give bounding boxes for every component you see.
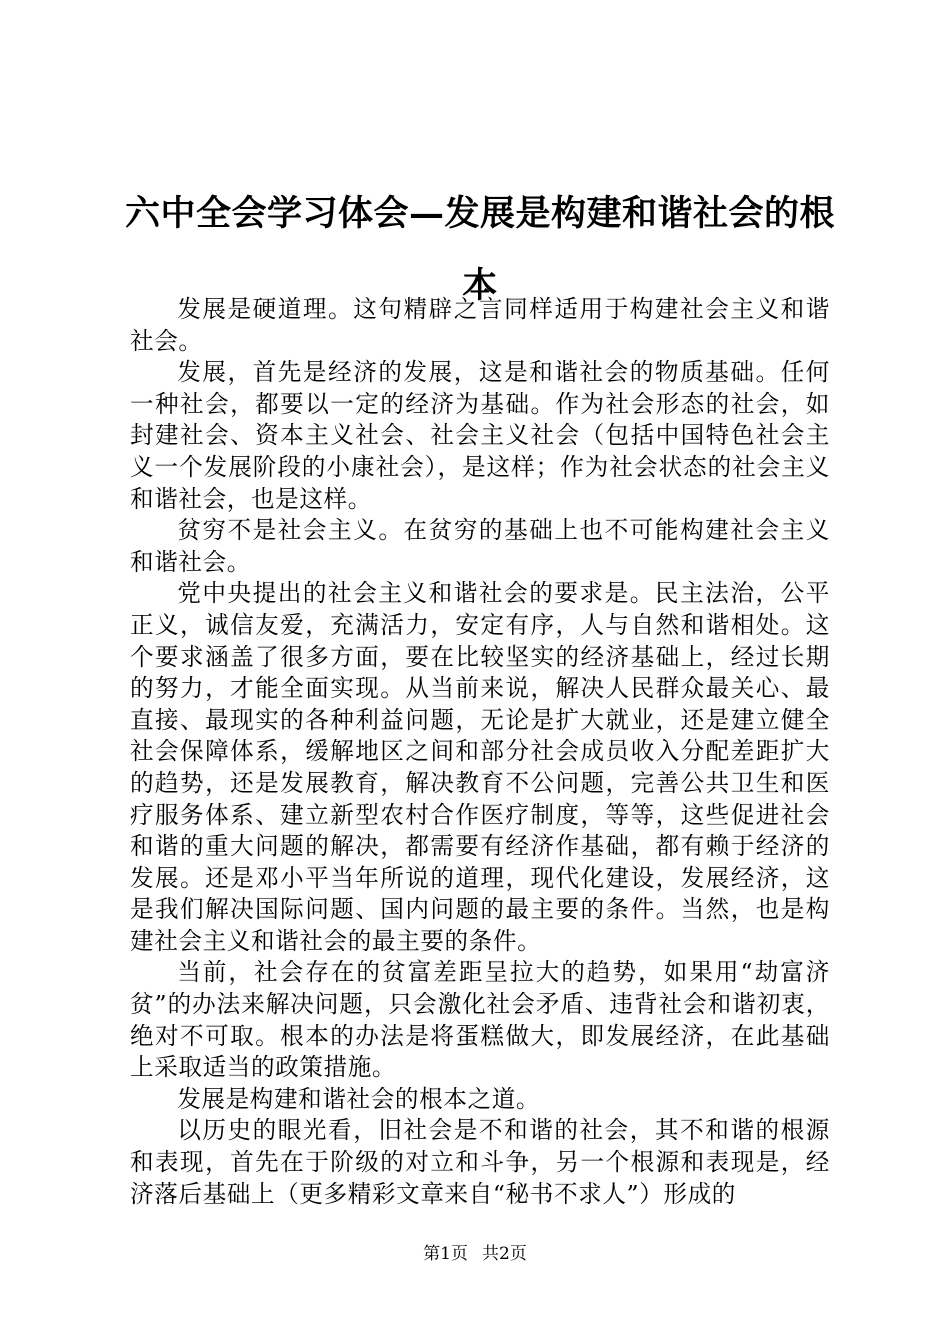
page-number-total: 共2页 bbox=[482, 1244, 527, 1264]
paragraph: 党中央提出的社会主义和谐社会的要求是。民主法治，公平正义，诚信友爱，充满活力，安定有序，人与自然和谐相处。这个要求涵盖了很多方面，要在比较坚实的经济基础上，经过长期的努力，才能全面实现。从当前来说，解决人民群众最关心、最直接、最现实的各种利益问题，无论是扩大就业，还是建立健全社会保障体系，缓解地区之间和部分社会成员收入分配差距扩大的趋势，还是发展教育，解决教育不公问题，完善公共卫生和医疗服务体系、建立新型农村合作医疗制度，等等，这些促进社会和谐的重大问题的解决，都需要有经济作基础，都有赖于经济的发展。还是邓小平当年所说的道理，现代化建设，发展经济，这是我们解决国际问题、国内问题的最主要的条件。当然，也是构建社会主义和谐社会的最主要的条件。 bbox=[130, 579, 830, 955]
paragraph: 发展是硬道理。这句精辟之言同样适用于构建社会主义和谐社会。 bbox=[130, 295, 830, 355]
document-title: 六中全会学习体会—发展是构建和谐社会的根本 bbox=[124, 193, 835, 306]
paragraph: 以历史的眼光看，旧社会是不和谐的社会，其不和谐的根源和表现，首先在于阶级的对立和斗争，另一个根源和表现是，经济落后基础上（更多精彩文章来自“秘书不求人”）形成的 bbox=[130, 1116, 830, 1208]
paragraph: 发展是构建和谐社会的根本之道。 bbox=[177, 1084, 541, 1113]
paragraph: 当前，社会存在的贫富差距呈拉大的趋势，如果用“劫富济贫”的办法来解决问题，只会激化社会矛盾、违背社会和谐初衷，绝对不可取。根本的办法是将蛋糕做大，即发展经济，在此基础上采取适当的政策措施。 bbox=[130, 958, 830, 1082]
page-footer bbox=[0, 1242, 950, 1266]
page-number-current: 第1页 bbox=[423, 1244, 468, 1264]
paragraph: 贫穷不是社会主义。在贫穷的基础上也不可能构建社会主义和谐社会。 bbox=[130, 516, 830, 576]
paragraph: 发展，首先是经济的发展，这是和谐社会的物质基础。任何一种社会，都要以一定的经济为基础。作为社会形态的社会，如封建社会、资本主义社会、社会主义社会（包括中国特色社会主义一个发展阶段的小康社会），是这样；作为社会状态的社会主义和谐社会，也是这样。 bbox=[130, 358, 830, 513]
document-body bbox=[130, 294, 830, 1210]
